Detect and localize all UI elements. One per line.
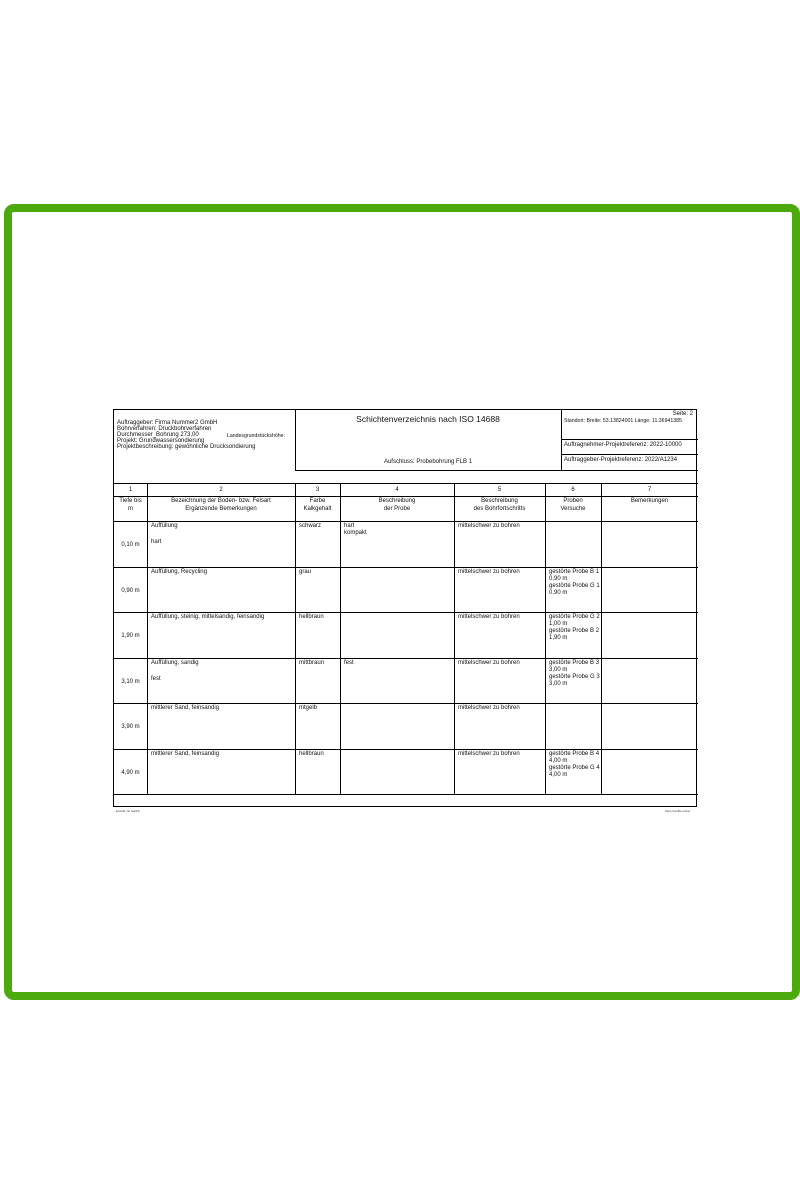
test-entry: 1,90 m <box>549 635 568 641</box>
sample-description: kompakt <box>344 530 367 536</box>
soil-description: mittlerer Sand, feinsandig <box>151 750 220 757</box>
page-number: Seite: 2 <box>672 411 693 417</box>
progress-cell: mittelschwer zu bohren <box>458 750 520 757</box>
progress-cell: mittelschwer zu bohren <box>458 614 520 620</box>
column-header: Beschreibung <box>378 498 416 504</box>
column-header: Versuche <box>560 506 586 512</box>
test-entry: gestörte Probe G 1 <box>549 582 600 589</box>
column-number: 3 <box>315 487 320 493</box>
progress-cell: mittelschwer zu bohren <box>458 523 520 529</box>
progress-cell: mittelschwer zu bohren <box>458 659 520 666</box>
depth-cell: 4,90 m <box>121 769 140 776</box>
color-cell: hellbraun <box>299 614 324 620</box>
footer-right: https://soilfis.online <box>665 809 691 813</box>
soil-description: hart <box>151 539 162 545</box>
color-cell: schwarz <box>299 523 322 529</box>
column-header: Tiefe bis <box>119 498 142 504</box>
column-number: 1 <box>128 487 133 493</box>
test-entry: 4,00 m <box>549 757 568 764</box>
sample-description: fest <box>344 659 354 666</box>
overlap-label: Landesgrundstückshöhe: <box>227 433 285 439</box>
soil-description: Auffüllung, Recycling <box>151 568 207 575</box>
color-cell: mtgelb <box>299 705 318 711</box>
color-cell: grau <box>299 568 312 575</box>
soil-description: Auffüllung, steinig, mittelsandig, feinsandig <box>151 614 265 620</box>
project-label: Projekt: Grundwassersondierung <box>117 438 205 444</box>
test-entry: 3,00 m <box>549 680 568 687</box>
progress-cell: mittelschwer zu bohren <box>458 705 520 711</box>
column-number: 5 <box>497 487 502 493</box>
test-entry: 3,00 m <box>549 666 568 673</box>
soil-description: Auffüllung, sandig <box>151 659 199 666</box>
column-header: Bemerkungen <box>630 498 669 504</box>
client-label: Auftraggeber: Firma Nummer2 GmbH <box>117 420 218 426</box>
test-entry: 0,90 m <box>549 589 568 596</box>
client-ref: Auftraggeber-Projektreferenz: 2022/A1234 <box>564 457 678 463</box>
depth-cell: 3,90 m <box>121 724 140 730</box>
column-header: des Bohrfortschritts <box>473 506 526 512</box>
column-number: 2 <box>219 487 223 493</box>
test-entry: gestörte Probe G 2 <box>549 614 600 620</box>
progress-cell: mittelschwer zu bohren <box>458 568 520 575</box>
test-entry: gestörte Probe G 4 <box>549 764 600 771</box>
description-label: Projektbeschreibung: gewöhnliche Drucksondierung <box>117 444 256 450</box>
soil-description: mittlerer Sand, feinsandig <box>151 705 220 711</box>
column-header: Proben <box>563 498 583 504</box>
depth-cell: 0,90 m <box>121 587 140 594</box>
column-header: Ergänzende Bemerkungen <box>185 506 257 512</box>
column-header: der Probe <box>383 506 411 512</box>
column-number: 7 <box>647 487 652 493</box>
method-label: Bohrverfahren: Druckbohrverfahren <box>117 426 212 432</box>
color-cell: mittbraun <box>299 659 325 666</box>
boring-log-sheet <box>113 409 697 807</box>
depth-cell: 1,90 m <box>121 633 140 639</box>
column-header: Beschreibung <box>481 498 518 504</box>
column-number: 4 <box>395 487 399 493</box>
footer-left: Erstellt mit SoilFS <box>116 809 140 813</box>
soil-description: Auffüllung <box>151 523 178 529</box>
test-entry: gestörte Probe B 2 <box>549 628 600 634</box>
depth-cell: 0,10 m <box>121 542 140 548</box>
depth-cell: 3,10 m <box>121 678 140 685</box>
test-entry: gestörte Probe B 3 <box>549 659 600 666</box>
contractor-ref: Auftragnehmer-Projektreferenz: 2022-10000 <box>564 442 682 448</box>
test-entry: 1,00 m <box>549 621 568 627</box>
test-entry: gestörte Probe B 4 <box>549 750 600 757</box>
column-number: 6 <box>571 487 575 493</box>
test-entry: 0,90 m <box>549 575 568 582</box>
soil-description: fest <box>151 675 161 682</box>
sample-description: hart <box>344 523 355 529</box>
test-entry: gestörte Probe B 1 <box>549 568 600 575</box>
column-header: Bezeichnung der Boden- bzw. Felsart <box>171 498 271 504</box>
column-header: m <box>128 506 133 512</box>
column-header: Farbe <box>309 498 326 504</box>
diameter-label: Durchmesser_Bohrung 273,00 <box>117 432 199 438</box>
document-title: Schichtenverzeichnis nach ISO 14688 <box>356 414 500 424</box>
test-entry: gestörte Probe G 3 <box>549 673 600 680</box>
column-header: Kalkgehalt <box>303 506 332 512</box>
outcrop-label: Aufschluss: Probebohrung FLB 1 <box>383 459 473 465</box>
test-entry: 4,00 m <box>549 771 568 778</box>
location-label: Standort: Breite: 53.13824001 Länge: 11.36941385 <box>564 418 682 424</box>
color-cell: hellbraun <box>299 750 324 757</box>
